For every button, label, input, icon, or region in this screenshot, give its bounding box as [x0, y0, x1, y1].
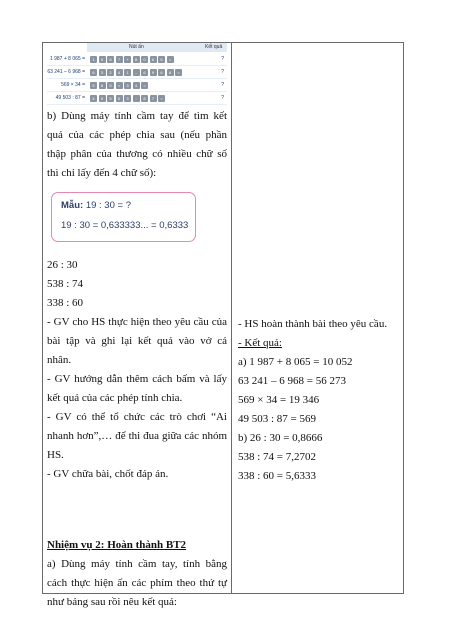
teacher-activities-column: [47, 43, 227, 612]
calculator-key-icon: 6: [141, 69, 148, 76]
result-6: 538 : 74 = 7,2702: [238, 451, 317, 463]
calculator-key-icon: +: [124, 56, 131, 63]
key-table-row: [47, 66, 227, 79]
calculator-key-icon: 4: [90, 95, 97, 102]
calculator-key-icon: 4: [133, 82, 140, 89]
calculator-key-icon: =: [158, 95, 165, 102]
key-table-expression: 63 241 – 6 968 =: [47, 69, 85, 75]
problem-2: 538 : 74: [47, 278, 84, 290]
calculator-key-icon: ×: [116, 82, 123, 89]
calculator-key-icon: 2: [107, 69, 114, 76]
result-7: 338 : 60 = 5,6333: [238, 470, 317, 482]
key-table-result: ?: [221, 95, 224, 101]
key-table-header: [87, 43, 227, 52]
calculator-key-icon: 3: [124, 95, 131, 102]
key-table-row: [47, 92, 227, 105]
key-table-result: ?: [221, 82, 224, 88]
calculator-key-table: [47, 43, 227, 105]
calculator-key-icon: 7: [150, 95, 157, 102]
calculator-key-icon: 9: [107, 82, 114, 89]
key-table-col-result: Kết quả: [205, 44, 223, 50]
key-table-expression: 1 987 + 8 065 =: [49, 56, 85, 62]
sample-question: 19 : 30 = ?: [85, 200, 131, 211]
key-table-row: [47, 53, 227, 66]
key-table-expression: 569 × 34 =: [61, 82, 85, 88]
calculator-key-icon: 5: [90, 82, 97, 89]
calculator-key-icon: =: [167, 56, 174, 63]
part-b-instruction: b) Dùng máy tính cầm tay để tìm kết quả của các phép chia sau (nếu phần thập phân của thương có nhiều chữ số thì chỉ lấy đến 4 chữ số):: [47, 110, 227, 179]
key-table-row: [47, 79, 227, 92]
result-label: - Kết quả:: [238, 337, 282, 349]
key-sequence: [90, 82, 148, 89]
task-2-instruction: a) Dùng máy tính cầm tay, tính bằng cách thực hiện ấn các phím theo thứ tự như bảng sau rồi nêu kết quả:: [47, 558, 227, 608]
calculator-key-icon: =: [141, 82, 148, 89]
calculator-key-icon: 6: [150, 56, 157, 63]
result-2: 63 241 – 6 968 = 56 273: [238, 375, 346, 387]
calculator-key-icon: 0: [141, 56, 148, 63]
student-activities-column: [238, 43, 401, 486]
calculator-key-icon: 3: [99, 69, 106, 76]
result-3: 569 × 34 = 19 346: [238, 394, 320, 406]
calculator-key-icon: 9: [99, 56, 106, 63]
calculator-key-icon: 9: [99, 95, 106, 102]
result-5: b) 26 : 30 = 0,8666: [238, 432, 323, 444]
teacher-step-1: - GV cho HS thực hiện theo yêu cầu của bài tập và ghi lại kết quả vào vở cá nhân.: [47, 316, 227, 366]
sample-line-1: [61, 200, 131, 211]
sample-label: Mẫu:: [61, 200, 84, 211]
calculator-key-icon: 9: [150, 69, 157, 76]
key-sequence: [90, 95, 165, 102]
calculator-key-icon: 7: [116, 56, 123, 63]
key-sequence: [90, 56, 174, 63]
calculator-key-icon: 5: [107, 95, 114, 102]
calculator-key-icon: 6: [158, 69, 165, 76]
lesson-table: [42, 42, 404, 608]
problem-1: 26 : 30: [47, 259, 78, 271]
problem-3: 338 : 60: [47, 297, 84, 309]
calculator-key-icon: 4: [116, 69, 123, 76]
task-2-title: Nhiệm vụ 2: Hoàn thành BT2: [47, 539, 187, 551]
calculator-key-icon: 6: [90, 69, 97, 76]
key-table-result: ?: [221, 69, 224, 75]
result-4: 49 503 : 87 = 569: [238, 413, 317, 425]
result-1: a) 1 987 + 8 065 = 10 052: [238, 356, 353, 368]
calculator-key-icon: 8: [133, 56, 140, 63]
teacher-step-3: - GV có thể tổ chức các trò chơi “Ai nhanh hơn”,… để thi đua giữa các nhóm HS.: [47, 411, 227, 461]
calculator-key-icon: –: [133, 69, 140, 76]
column-divider: [231, 43, 232, 593]
key-table-result: ?: [221, 56, 224, 62]
sample-box: [51, 192, 196, 242]
calculator-key-icon: 8: [141, 95, 148, 102]
calculator-key-icon: 8: [167, 69, 174, 76]
calculator-key-icon: 3: [124, 82, 131, 89]
calculator-key-icon: 1: [124, 69, 131, 76]
sample-line-2: 19 : 30 = 0,633333... = 0,6333: [61, 220, 189, 231]
teacher-step-4: - GV chữa bài, chốt đáp án.: [47, 468, 169, 480]
calculator-key-icon: 5: [158, 56, 165, 63]
calculator-key-icon: 6: [99, 82, 106, 89]
key-table-expression: 49 503 : 87 =: [55, 95, 85, 101]
calculator-key-icon: =: [175, 69, 182, 76]
calculator-key-icon: :: [133, 95, 140, 102]
calculator-key-icon: 0: [116, 95, 123, 102]
student-task-line: - HS hoàn thành bài theo yêu cầu.: [238, 318, 388, 330]
calculator-key-icon: 8: [107, 56, 114, 63]
key-sequence: [90, 69, 182, 76]
key-table-col-input: Nút ấn: [129, 44, 144, 50]
teacher-step-2: - GV hướng dẫn thêm cách bấm và lấy kết quả của các phép tính chia.: [47, 373, 227, 404]
calculator-key-icon: 1: [90, 56, 97, 63]
